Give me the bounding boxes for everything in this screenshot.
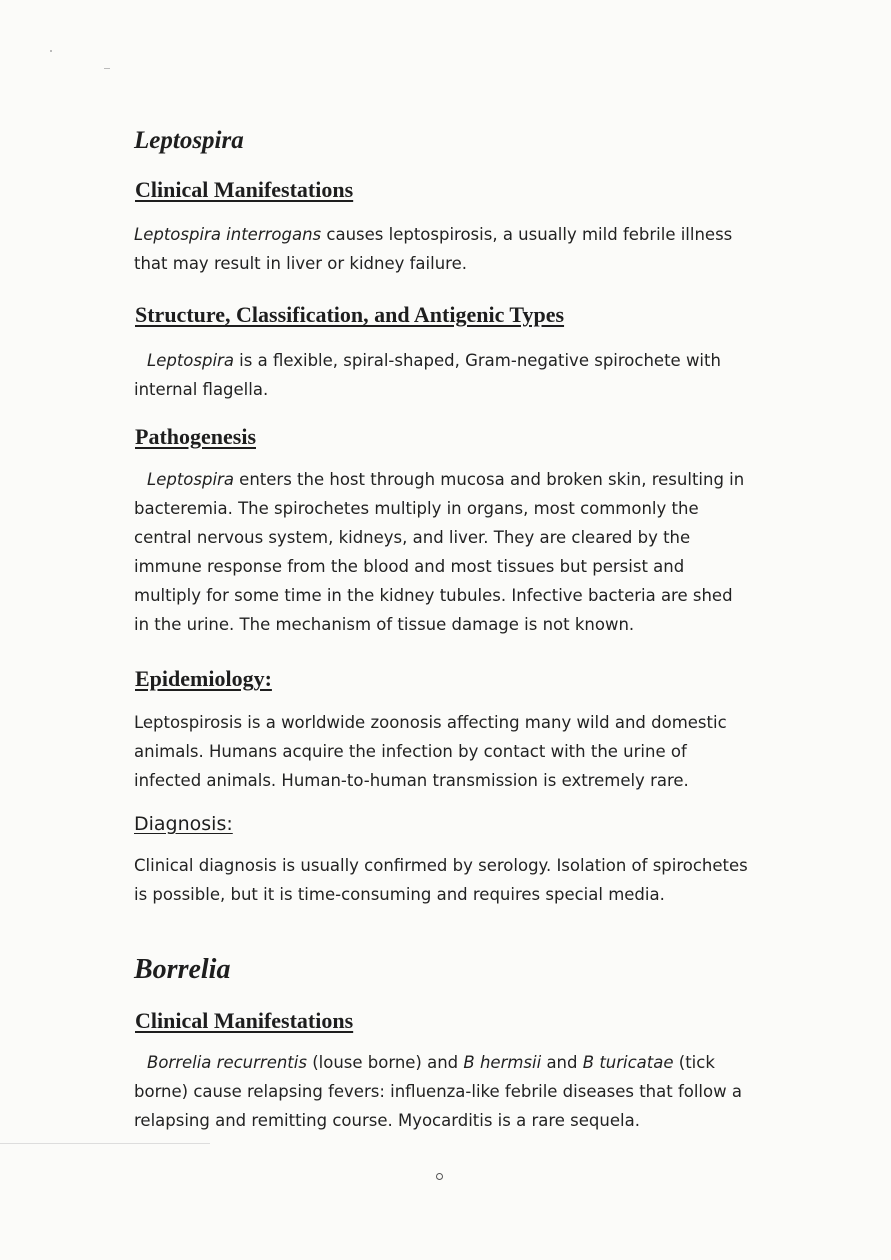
paragraph-leptospira-diagnosis <box>134 851 749 909</box>
organism-name: Leptospira interrogans <box>134 225 322 244</box>
paragraph-leptospira-epidemiology <box>134 708 749 795</box>
heading-leptospira-structure: Structure, Classification, and Antigenic Types <box>135 302 565 327</box>
genus-title-leptospira: Leptospira <box>134 127 244 154</box>
paragraph-text: causes leptospirosis, a usually mild febrile illness that may result in liver or kidney failure. <box>134 225 733 273</box>
paragraph-text: enters the host through mucosa and broken skin, resulting in bacteremia. The spirochetes multiply in organs, most commonly the central nervous system, kidneys, and liver. They are cleared by the immune response from the blood and most tissues but persist and multiply for some time in the kidney tubules. Infective bacteria are shed in the urine. The mechanism of tissue damage is not known. <box>134 470 745 634</box>
paragraph-borrelia-clinical <box>134 1048 749 1135</box>
organism-name: Leptospira <box>147 470 234 489</box>
paragraph-leptospira-structure <box>134 346 749 404</box>
paragraph-text: Leptospirosis is a worldwide zoonosis affecting many wild and domestic animals. Humans acquire the infection by contact with the urine of infected animals. Human-to-human transmission is extremely rare. <box>134 713 727 790</box>
scan-speck <box>50 50 52 52</box>
paragraph-text: is a flexible, spiral-shaped, Gram-negative spirochete with internal flagella. <box>134 351 721 399</box>
paragraph-text: and <box>541 1053 583 1072</box>
paragraph-text: (tick borne) cause relapsing fevers: influenza-like febrile diseases that follow a relapsing and remitting course. Myocarditis is a rare sequela. <box>134 1053 742 1130</box>
paragraph-leptospira-pathogenesis <box>134 465 749 639</box>
scan-speck <box>104 68 110 69</box>
heading-leptospira-diagnosis: Diagnosis: <box>134 813 233 835</box>
heading-leptospira-clinical: Clinical Manifestations <box>135 177 354 202</box>
organism-name: Leptospira <box>147 351 234 370</box>
footer-rule <box>0 1143 210 1144</box>
genus-title-borrelia: Borrelia <box>134 954 231 985</box>
organism-name: B turicatae <box>582 1053 674 1072</box>
heading-borrelia-clinical: Clinical Manifestations <box>135 1008 354 1033</box>
page-mark <box>436 1173 443 1180</box>
paragraph-text: (louse borne) and <box>306 1053 464 1072</box>
organism-name: Borrelia recurrentis <box>147 1053 307 1072</box>
paragraph-text: Clinical diagnosis is usually confirmed by serology. Isolation of spirochetes is possible, but it is time-consuming and requires special media. <box>134 856 748 904</box>
organism-name: B hermsii <box>463 1053 542 1072</box>
heading-leptospira-epidemiology: Epidemiology: <box>135 666 272 691</box>
heading-leptospira-pathogenesis: Pathogenesis <box>135 424 256 449</box>
paragraph-leptospira-clinical <box>134 220 749 278</box>
